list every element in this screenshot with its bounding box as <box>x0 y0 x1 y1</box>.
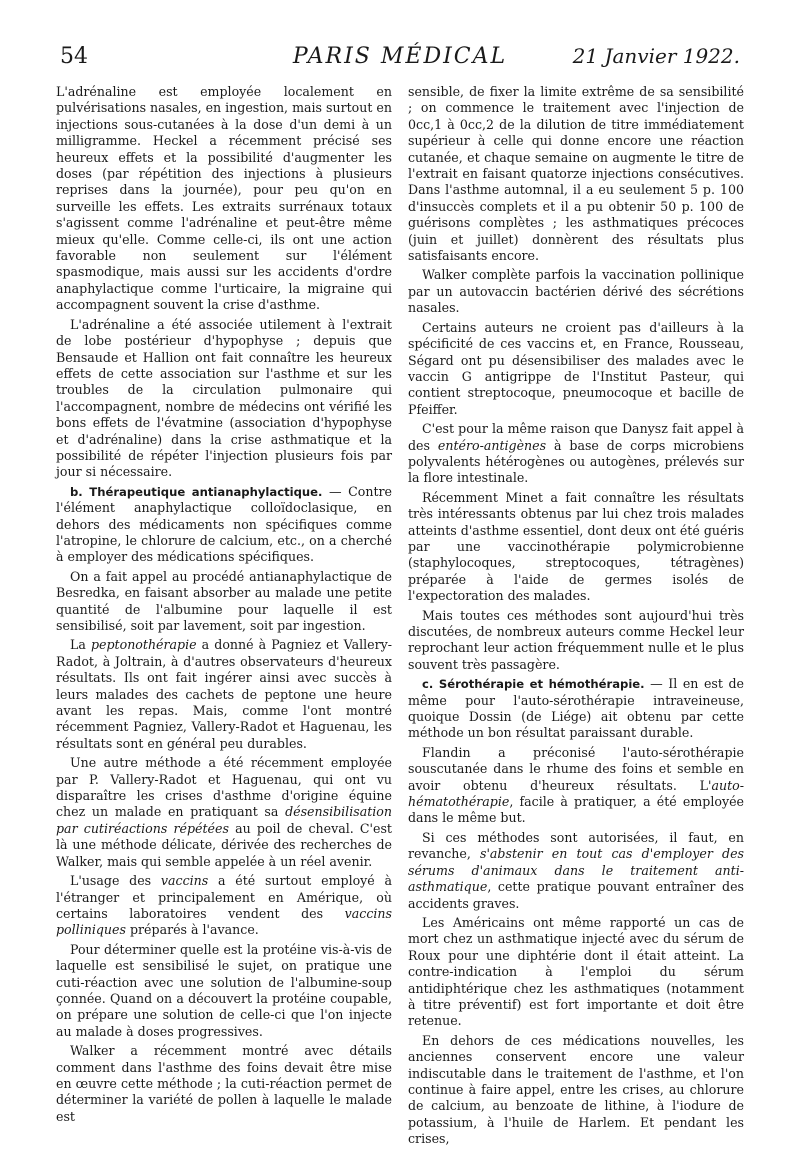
paragraph-text: Une autre méthode a été récemment employée par P. Vallery-Radot et Haguenau, qui ont vu disparaître les crises d'asthme d'origine équine chez un malade en pratiquant sa <box>56 755 392 820</box>
paragraph-text: L'usage des <box>70 873 161 889</box>
paragraph: sensible, de fixer la limite extrême de sa sensibilité ; on commence le traitement avec l'injection de 0cc,1 à 0cc,2 de la dilution de titre immédiatement supérieur à celle qui donne encore une réaction cutanée, et chaque semaine on augmente le titre de l'extrait en faisant quatorze injections consécutives. Dans l'asthme automnal, il a eu seulement 5 p. 100 d'insuccès complets et il a pu obtenir 50 p. 100 de guérisons complètes ; les asthmatiques précoces (juin et juillet) donnèrent des résultats plus satisfaisants encore. <box>408 84 744 264</box>
paragraph <box>408 830 744 912</box>
paragraph: En dehors de ces médications nouvelles, les anciennes conservent encore une valeur indiscutable dans le traitement de l'asthme, et l'on continue à faire appel, entre les crises, au chlorure de calcium, au benzoate de lithine, à l'iodure de potassium, à l'huile de Harlem. Et pendant les crises, <box>408 1032 744 1147</box>
paragraph-text: au poil de cheval. C'est là une méthode délicate, dérivée des recherches de Walker, mais qui semble appelée à un réel avenir. <box>56 820 392 869</box>
paragraph-text: , facile à pratiquer, a été employée dans le même but. <box>408 794 744 826</box>
journal-title: PARIS MÉDICAL <box>292 44 508 69</box>
paragraph-text: préparés à l'avance. <box>125 922 259 938</box>
paragraph <box>56 873 392 939</box>
paragraph: Walker a récemment montré avec détails comment dans l'asthme des foins devait être mise en œuvre cette méthode ; la cuti-réaction permet de déterminer la variété de pollen à laquelle le malade est <box>56 1043 392 1124</box>
paragraph-text: — Contre l'élément anaphylactique colloïdoclasique, en dehors des médicaments non spécifiques comme l'atropine, le chlorure de calcium, etc., on a cherché à employer des médications spécifiques. <box>56 483 392 565</box>
paragraph: Walker complète parfois la vaccination pollinique par un autovaccin bactérien dérivé des sécrétions nasales. <box>408 267 744 316</box>
paragraph: Les Américains ont même rapporté un cas de mort chez un asthmatique injecté avec du sérum de Roux pour une diphtérie dont il était atteint. La contre-indication à l'emploi du sérum antidiphtérique chez les asthmatiques (notamment à titre préventif) est fort importante et doit être retenue. <box>408 914 744 1029</box>
italic-term: auto-hématothérapie <box>408 777 744 810</box>
paragraph <box>56 637 392 752</box>
left-column <box>56 84 392 1128</box>
section-heading: c. Sérothérapie et hémothérapie. <box>422 677 645 692</box>
paragraph: L'adrénaline est employée localement en pulvérisations nasales, en ingestion, mais surtout en injections sous-cutanées à la dose d'un demi à un milligramme. Heckel a récemment précisé ses heureux effets et la possibilité d'augmenter les doses (par répétition des injections à plusieurs reprises dans la journée), pour peu qu'on en surveille les effets. Les extraits surrénaux totaux s'agissent comme l'adrénaline et peut-être même mieux qu'elle. Comme celle-ci, ils ont une action favorable non seulement sur l'élément spasmodique, mais aussi sur les accidents d'ordre anaphylactique comme l'urticaire, la migraine qui accompagnent souvent la crise d'asthme. <box>56 84 392 313</box>
paragraph-text: a donné à Pagniez et Vallery-Radot, à Joltrain, à d'autres observateurs d'heureux résultats. Ils ont fait ingérer ainsi avec succès à leurs malades des cachets de peptone une heure avant les repas. Mais, comme l'ont montré récemment Pagniez, Vallery-Radot et Haguenau, les résultats sont en général peu durables. <box>56 637 393 751</box>
paragraph-text: , cette pratique pouvant entraîner des accidents graves. <box>408 879 744 911</box>
paragraph <box>408 676 744 742</box>
page-number: 54 <box>60 44 88 69</box>
italic-term: vaccins polliniques <box>56 905 392 938</box>
paragraph-text: à base de corps microbiens polyvalents hétérogènes ou autogènes, prélevés sur la flore intestinale. <box>408 437 745 486</box>
italic-term: entéro-antigènes <box>437 437 547 453</box>
paragraph-text: — Il en est de même pour l'auto-sérothérapie intraveineuse, quoique Dossin (de Liége) ait obtenu par cette méthode un bon résultat paraissant durable. <box>408 676 744 741</box>
paragraph-text: La <box>70 637 91 653</box>
italic-term: s'abstenir en tout cas d'employer des sérums d'animaux dans le traitement anti-asthmatique <box>408 846 744 895</box>
right-column <box>408 84 744 1151</box>
issue-date: 21 Janvier 1922. <box>572 44 740 68</box>
paragraph <box>408 745 744 827</box>
paragraph: L'adrénaline a été associée utilement à l'extrait de lobe postérieur d'hypophyse ; depuis que Bensaude et Hallion ont fait connaître les heureux effets de cette association sur l'asthme et sur les troubles de la circulation pulmonaire qui l'accompagnent, nombre de médecins ont vérifié les bons effets de l'évatmine (association d'hypophyse et d'adrénaline) dans la crise asthmatique et la possibilité de répéter l'injection plusieurs fois par jour si nécessaire. <box>56 316 392 480</box>
paragraph: Pour déterminer quelle est la protéine vis-à-vis de laquelle est sensibilisé le sujet, on pratique une cuti-réaction avec une solution de l'albumine-soup çonnée. Quand on a découvert la protéine coupable, on prépare une solution de celle-ci que l'on injecte au malade à doses progressives. <box>56 941 392 1039</box>
running-header <box>60 44 740 74</box>
italic-term: peptonothérapie <box>90 637 197 653</box>
paragraph-text: Si ces méthodes sont autorisées, il faut, en revanche, <box>408 829 744 862</box>
italic-term: vaccins <box>160 873 209 889</box>
paragraph-text: C'est pour la même raison que Danysz fait appel à des <box>408 421 744 453</box>
paragraph: Récemment Minet a fait connaître les résultats très intéressants obtenus par lui chez trois malades atteints d'asthme essentiel, dont deux ont été guéris par une vaccinothérapie polymicrobienne (staphylocoques, streptocoques, tétragènes) préparée à l'aide de germes isolés de l'expectoration des malades. <box>408 489 744 604</box>
paragraph-text: a été surtout employé à l'étranger et principalement en Amérique, où certains laboratoires vendent des <box>56 873 393 921</box>
section-heading: b. Thérapeutique antianaphylactique. <box>70 484 323 499</box>
paragraph: Mais toutes ces méthodes sont aujourd'hui très discutées, de nombreux auteurs comme Heckel leur reprochant leur action fréquemment nulle et le plus souvent très passagère. <box>408 607 744 672</box>
paragraph: Certains auteurs ne croient pas d'ailleurs à la spécificité de ces vaccins et, en France, Rousseau, Ségard ont pu désensibiliser des malades avec le vaccin G antigrippe de l'Institut Pasteur, qui contient streptocoque, pneumocoque et bacille de Pfeiffer. <box>408 319 744 417</box>
paragraph <box>56 484 392 566</box>
paragraph <box>408 421 744 487</box>
italic-term: désensibilisation par cutiréactions répétées <box>56 804 392 836</box>
paragraph: On a fait appel au procédé antianaphylactique de Besredka, en faisant absorber au malade une petite quantité de l'albumine pour laquelle il est sensibilisé, soit par lavement, soit par ingestion. <box>56 568 392 633</box>
paragraph-text: Flandin a préconisé l'auto-sérothérapie souscutanée dans le rhume des foins et semble en avoir obtenu d'heureux résultats. L' <box>408 744 744 793</box>
paragraph <box>56 755 392 870</box>
